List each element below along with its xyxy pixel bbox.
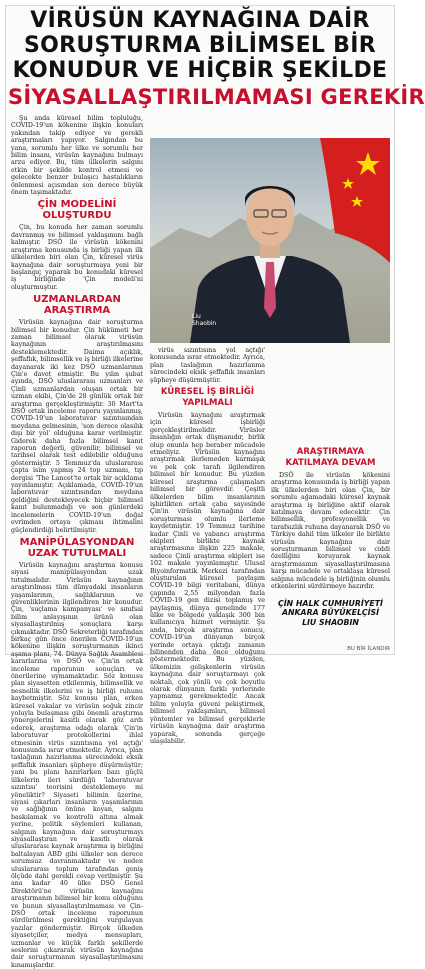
section-body-manipulasyon-continued: virüs sızıntısına yol açtığı' konusunda ısrar etmektedir. Ayrıca, plan taslağının hazırlanma sürecindeki eksik şeffaflık insanları şüpheye düşürmüştür. (150, 347, 265, 384)
ambassador-photo (150, 138, 390, 343)
section-body-uzmanlar: Virüsün kaynağına dair soruşturma bilimsel bir konudur. Çin hükümeti her zaman bilimsel olarak virüsün kaynağının araştırılmasını desteklemektedir. Daima açıklık, şeffaflık, bilimsellik ve iş birliği ilkelerine dayanarak iki kez DSÖ uzmanlarının Çin'e davet etmiştir. Bu yılın şubat ayında, DSÖ uluslararası uzmanları ve Çinli uzmanlardan oluşan ortak bir uzman ekibi, Çin'de 28 günlük ortak bir araştırma gerçekleştirmiştir. 30 Mart'ta DSÖ ortak inceleme raporu yayınlanmış, COVID-19'un laboratuvar sızıntısından meydana gelmesinin, 'son derece olasılık dışı bir yol' olduğuna karar verilmiştir. Giderek daha fazla bilimsel kanıt raporun değerli, güvenilir, bilimsel ve tarihsel olarak test edilebilir olduğunu göstermiştir. 5 Temmuz'da uluslararası çapta isim yapmış 24 top uzmanı, tıp dergisi 'The Lancet'te ortak bir açıklama yayınlamıştır. Açıklamada, COVID-19'un laboratuvar sızıntısından meydana geldiğini destekleyecek hiçbir bilimsel kanıt bulunmadığı ve son günlerdeki incelemelerin COVID-19'un doğal evrimden ortaya çıkması ihtimalini güçlendirdiği belirtilmiştir. (11, 319, 143, 534)
section-body-cin-modeli: Çin, bu konuda her zaman sorumlu davranmış ve bilimsel yaklaşımını bağlı kalmıştır. DSÖ ile virüsün kökenini araştırma konusunda iş birliği yapan ilk ülkelerden biri olan Çin, küresel virüs kaynağına dair soruşturmaya yeni bir başlangıç yaparak bu konudaki küresel iş birliğinde 'Çin modeli'ni oluşturmuştur. (11, 224, 143, 291)
section-title-manipulasyon: MANİPÜLASYONDAN UZAK TUTULMALI (19, 536, 135, 559)
section-body-manipulasyon: Virüsün kaynağını araştırma konusu siyasi manipülasyondan uzak tutulmalıdır. Virüsün kaynağının araştırılması tüm dünyadaki insanların yaşamlarının, sağlıklarının ve güvenliklerinin ilgilendiren bir konudur. Çin, 'suçlama kampanyası' ve sınıfsal bilim anlayışının ürünü olan siyasallaştırılmış sonuçlara karşı çıkmaktadır. DSÖ Sekreterliği tarafından birkaç gün önce önerilen COVID-19'un kökenine ilişkin soruşturmanın ikinci aşama planı, 74. Dünya Sağlık Asamblesi kararlarına ve DSÖ ve Çin'in ortak inceleme raporunun sonuçları ve önerilerine uymamaktadır. Söz konusu plan siyasetten etkilenmiş, bilimsellik ve nesnellik ilkelerini ve iş birliği ruhunu kaybetmiştir. Söz konusu plan, erken küresel vakalar ve virüsün soğuk zincir yoluyla bulaşması gibi önemli araştırma yönergelerini kasıtlı olarak göz ardı ederek, araştırma odağı olarak 'Çin'in laboratuvar protokollerini ihlal etmesinin virüs sızıntısına yol açtığı' konusunda ısrar etmektedir. Ayrıca, plan taslağının hazırlanma sürecindeki eksik şeffaflık insanları şüpheye düşürmüştür; yani bu planı hazırlarken bazı güçlü ülkelerin ileri sürdüğü 'laboratuvar sızıntısı' teorisini desteklemeye mi yöneliktir? Siyaseti bilimin üzerine, siyasi çıkarları insanların yaşamlarının ve sağlığının önüne koyan, salgını baskılamak ve kontrolü altına almak yerine, politik söylemleri kullanan, salgının kaynağına dair soruşturmayı siyasallaştıran ve kasıtlı olarak uluslararası kaynak araştırma iş birliğini baltalayan ABD gibi ülkeler son derece sorumsuz davranmaktadır ve neden uluslararası toplum tarafından geniş ölçüde dahi gerekli cevap verilmiştir. Şu ana kadar 40 ülke DSÖ Genel Direktörü'ne virüsün kaynağını araştırmanın bilimsel bir konu olduğunu ve bunun siyasallaştırılmaması ve Çin-DSÖ ortak inceleme raporunun sürdürülmesi gerektiğini vurgulayan yazılar göndermiştir. Birçok ülkeden siyasetçiler, medya mensupları, uzmanlar ve küçük farklı şekillerde seslerini çıkararak virüsün kaynağına dair soruşturmanın siyasallaştırılmasını kınamışlardır. (11, 561, 143, 969)
signature-line-3: LIU SHAOBIN (302, 617, 359, 627)
column-middle (150, 347, 265, 745)
headline-line-4: SİYASALLAŞTIRILMAMASI GEREKİR (8, 85, 425, 109)
section-title-arastirmaya-katilma: ARAŞTIRMAYA KATILMAYA DEVAM (285, 447, 376, 468)
section-body-arastirmaya-katilma: DSÖ ile virüsün kökenini araştırma konusunda iş birliği yapan ilk ülkelerden biri olan Çin, bir sorumlu ağamadaki küresel kaynak araştırma iş birliğine aktif olarak katılmaya devam edecektir. Çin bilimsellik, profesyonellik ve tarafsızlık ruhuna dayanarak DSÖ ve Türkiye dahil tüm ülkeler ile birlikte virüsün kaynağına dair soruşturmanın bilimsel ve ciddi özelliğini koruyarak kaynak araştırmasının siyasallaştırılmasına karşı mücadele ve ortaklaşa küresel salgına mücadele iş birliğinin olumlu etkenlerini sürdürmeye hazırdır. (271, 472, 390, 591)
section-body-kuresel: Virüsün kaynağını araştırmak için küresel işbirliği gerçekleştirilmelidir. Virüsler insanlığın ortak düşmanıdır, birlik olup onunla hep beraber mücadele etmeliyiz. Virüsün kaynağını araştırmak ilerlemeden karmaşık ve pek çok tarafı ilgilendiren bilimsel bir konudur. Bu yüzden küresel araştırma çalışmaları bilimsel bir görevdir. Çeşitli ülkelerden bilim insanlarının işbirlikten ortak çaba sayesinde Çin'in virüsün kaynağına dair soruşturması olumlu ilerleme kaydetmiştir. 19 Temmuz tarihine kadar Çinli ve yabancı araştırma ekipleri birlikte kaynak araştırmasına ilişkin 225 makale, sadece Çinli araştırma ekipleri ise 102 makale yayınlamıştır. Ulusal Biyoinformatik Merkezi tarafından oluşturulan küresel paylaşım COVID-19 bilgi veritabanı, dünya çapında 2,55 milyondan fazla COVID-19 gen dizisi toplamış ve paylaşmış, dünya genelinde 177 ülke ve bölgede yaklaşık 300 bin kullanıcıya hizmet vermiştir. Şu anda, birçok araştırma sonucu, COVID-19'un dünyanın birçok yerinde ortaya çıktığı zamanın bilinenden daha önce olduğunu göstermektedir. Bu yüzden, ülkemizin gelişkenlerin virüsün kaynağına dair soruşturmayı çok noktalı, çok yönlü ve çok boyutlu olarak dünyanın farklı yerlerinde yapmamız gerekmektedir. Ancak bilim yoluyla güveni pekiştirmek, bilimsel yaklaşımları, bilimsel yöntemler ve bilimsel gerçeklerle virüsün kaynağına dair araştırma yaparak, sonunda gerçeğe ulaşılabilir. (150, 412, 265, 745)
signature-line-2: ANKARA BÜYÜKELÇİSİ (281, 608, 380, 617)
headline-line-3: KONUDUR VE HİÇBİR ŞEKİLDE (12, 58, 388, 83)
section-title-kuresel: KÜRESEL İŞ BİRLİĞİ YAPILMALI (160, 387, 255, 409)
photo-caption-line-1: Liu (192, 313, 201, 320)
portrait-illustration (150, 138, 390, 343)
tie (264, 262, 276, 318)
headline-line-2: SORUŞTURMA BİLİMSEL BİR (24, 33, 376, 58)
intro-paragraph: Şu anda küresel bilim topluluğu, COVID-19'un kökenine ilişkin konuları yakından takip ediyor ve gerekli araştırmaları yapıyor. Salgından bu yana, sorumlu her ülke ve sorumlu her bilim insanı, virüsün kaynağını bulmayı arzu ediyor. Bu, tüm ülkelerin salgını etkin bir şekilde kontrol etmesi ve gelecekte benzer bulaşıcı hastalıkların önlenmesi açısından son derece büyük önem taşımaktadır. (11, 115, 143, 197)
section-title-uzmanlar: UZMANLARDAN ARAŞTIRMA (33, 294, 121, 317)
signature-block (271, 599, 390, 628)
signature-line-1: ÇİN HALK CUMHURİYETİ (278, 598, 383, 608)
column-right (271, 347, 390, 647)
section-title-cin-modeli: ÇİN MODELİNİ OLUŞTURDU (37, 199, 117, 222)
headline-line-1: VİRÜSÜN KAYNAĞINA DAİR (30, 8, 370, 33)
face (246, 186, 294, 246)
column-left (11, 115, 143, 969)
photo-caption (192, 313, 216, 327)
advert-footer: BU BİR İLANDIR (347, 646, 390, 652)
photo-caption-line-2: Shaobin (192, 320, 217, 327)
